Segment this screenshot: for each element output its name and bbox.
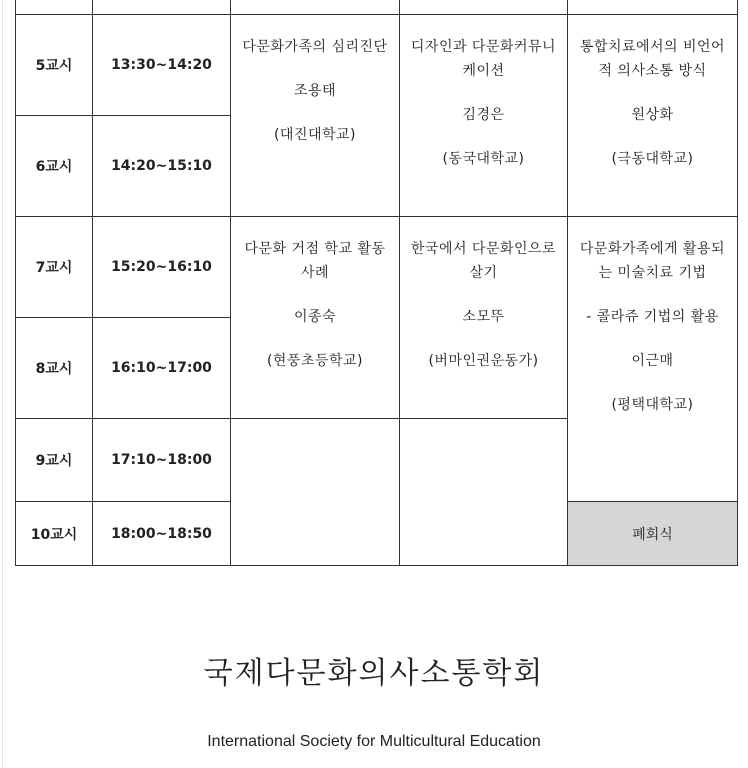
table-cell	[231, 0, 400, 15]
period-cell: 5교시	[16, 15, 93, 116]
lecture-cell-hub-school	[231, 217, 400, 419]
lecture-speaker: 조용태	[293, 83, 337, 99]
time-cell: 18:00~18:50	[93, 502, 231, 566]
lecture-cell-design-communication	[400, 15, 568, 217]
empty-cell	[400, 419, 568, 566]
lecture-topic: 다문화가족의 심리진단	[242, 39, 388, 55]
lecture-topic: 한국에서 다문화인으로 살기	[410, 241, 557, 281]
lecture-affiliation: (평택대학교)	[611, 397, 694, 413]
lecture-affiliation: (현풍초등학교)	[266, 353, 364, 369]
closing-ceremony-cell: 폐회식	[568, 502, 738, 566]
period-cell: 7교시	[16, 217, 93, 318]
time-cell: 13:30~14:20	[93, 15, 231, 116]
time-cell: 16:10~17:00	[93, 318, 231, 419]
schedule-table	[15, 0, 738, 566]
lecture-cell-nonverbal-communication	[568, 15, 738, 217]
empty-cell	[231, 419, 400, 566]
table-row	[16, 15, 738, 116]
lecture-subtopic: - 콜라쥬 기법의 활용	[586, 309, 719, 325]
lecture-affiliation: (동국대학교)	[442, 151, 525, 167]
time-cell: 17:10~18:00	[93, 419, 231, 502]
lecture-topic: 디자인과 다문화커뮤니케이션	[410, 39, 557, 79]
table-cell	[400, 0, 568, 15]
table-cell	[16, 0, 93, 15]
table-cell	[93, 0, 231, 15]
lecture-affiliation: (극동대학교)	[611, 151, 694, 167]
period-cell: 6교시	[16, 116, 93, 217]
lecture-topic: 다문화 거점 학교 활동 사례	[244, 241, 386, 281]
lecture-topic: 다문화가족에게 활용되는 미술치료 기법	[579, 241, 726, 281]
period-cell: 10교시	[16, 502, 93, 566]
lecture-speaker: 소모뚜	[462, 309, 505, 325]
table-cell	[568, 0, 738, 15]
time-cell: 15:20~16:10	[93, 217, 231, 318]
table-row	[16, 217, 738, 318]
time-cell: 14:20~15:10	[93, 116, 231, 217]
lecture-topic: 통합치료에서의 비언어적 의사소통 방식	[579, 39, 726, 79]
lecture-speaker: 이종숙	[293, 309, 337, 325]
lecture-cell-psych-diagnosis	[231, 15, 400, 217]
lecture-speaker: 원상화	[631, 107, 674, 123]
organization-name-ko: 국제다문화의사소통학회	[203, 656, 545, 691]
lecture-speaker: 이근매	[631, 353, 674, 369]
lecture-cell-art-therapy	[568, 217, 738, 502]
lecture-affiliation: (버마인권운동가)	[428, 353, 539, 369]
organization-name-en: International Society for Multicultural Education	[207, 733, 541, 750]
lecture-speaker: 김경은	[462, 107, 505, 123]
period-cell: 9교시	[16, 419, 93, 502]
period-cell: 8교시	[16, 318, 93, 419]
lecture-cell-living-in-korea	[400, 217, 568, 419]
lecture-affiliation: (대진대학교)	[273, 127, 357, 143]
table-row-top-partial	[16, 0, 738, 15]
